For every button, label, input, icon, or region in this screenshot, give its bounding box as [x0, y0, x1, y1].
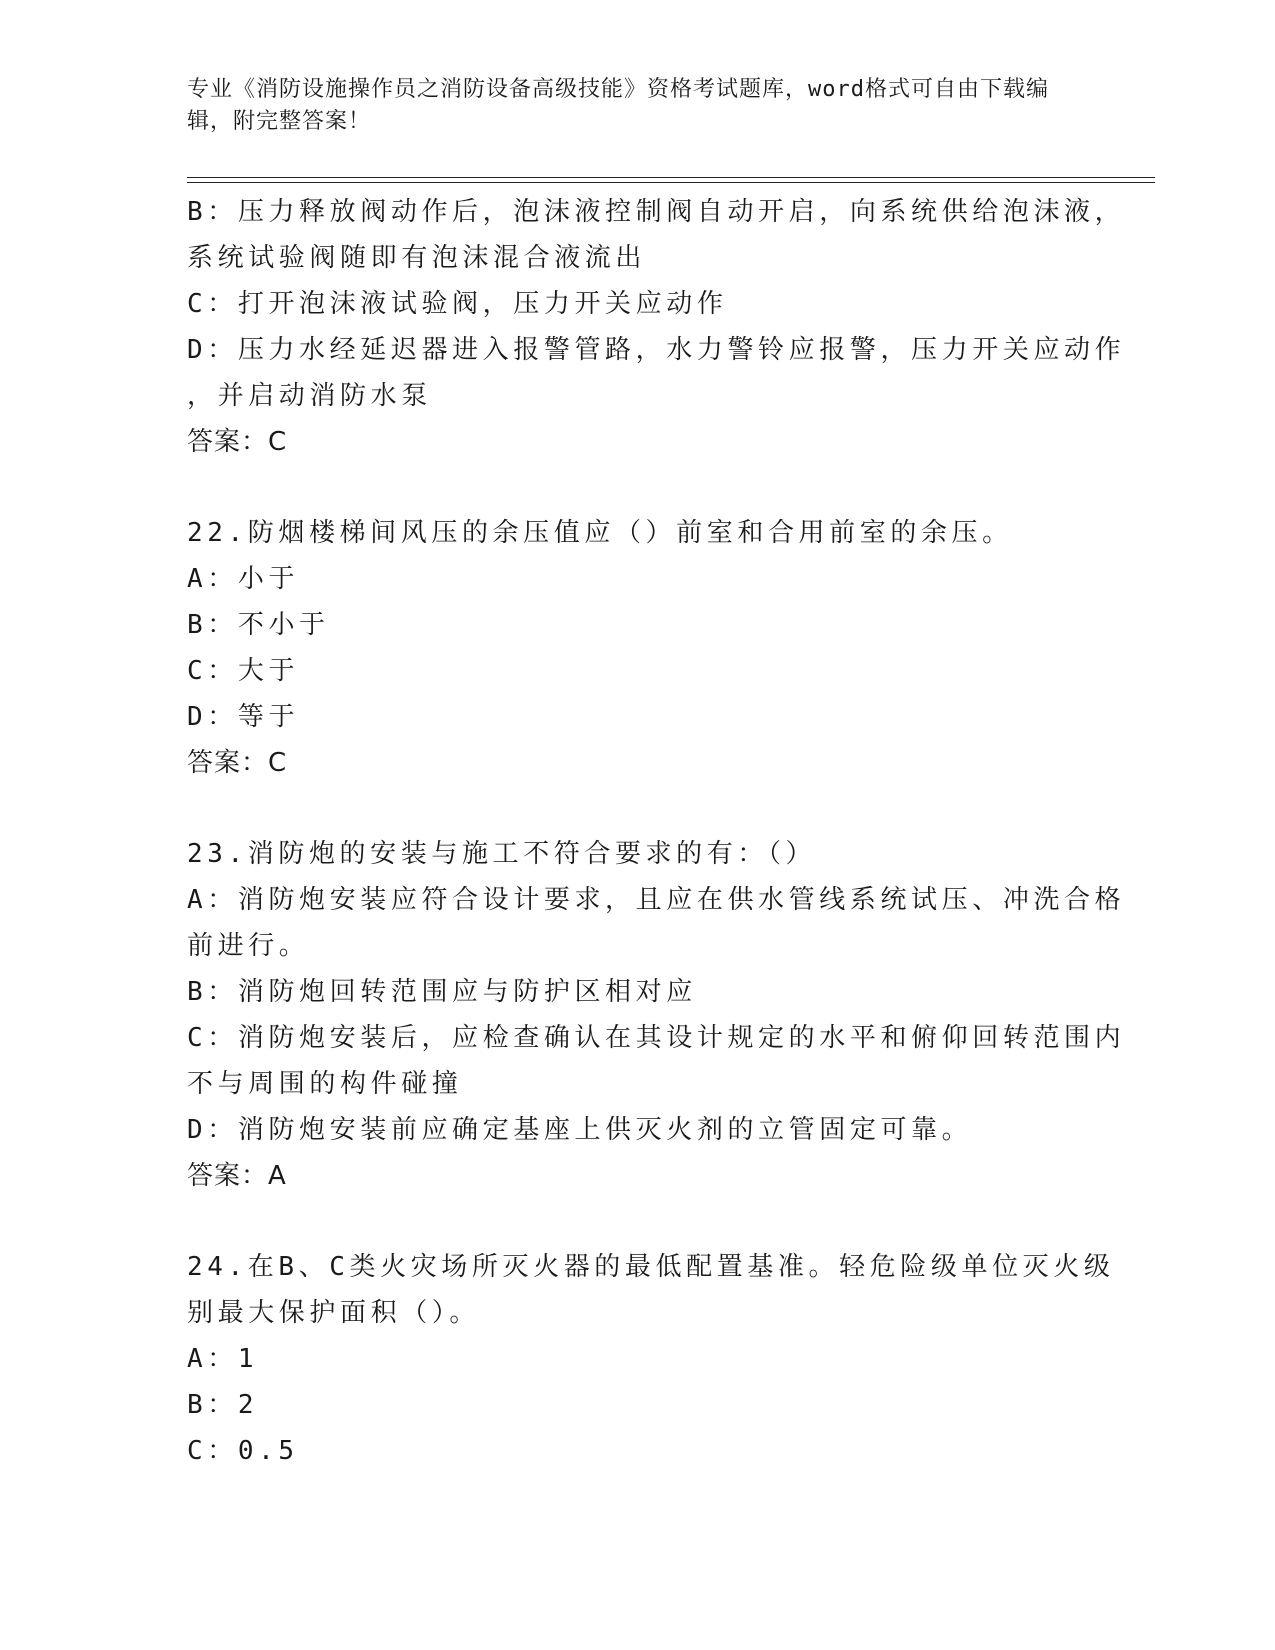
question-line: 23.消防炮的安装与施工不符合要求的有：（） — [187, 839, 817, 869]
option-line: ，并启动消防水泵 — [187, 381, 432, 411]
option-line: C：大于 — [187, 656, 300, 686]
option-line: C：消防炮安装后，应检查确认在其设计规定的水平和俯仰回转范围内 — [187, 1023, 1126, 1053]
option-line: D：压力水经延迟器进入报警管路，水力警铃应报警，压力开关应动作 — [187, 335, 1126, 365]
option-line: A：小于 — [187, 564, 300, 594]
option-line: A：消防炮安装应符合设计要求，且应在供水管线系统试压、冲洗合格 — [187, 885, 1126, 915]
header-rule-bottom — [187, 182, 1155, 183]
option-line: B：消防炮回转范围应与防护区相对应 — [187, 977, 697, 1007]
option-line: B：不小于 — [187, 610, 330, 640]
question-body — [187, 189, 1126, 1474]
option-line: D：消防炮安装前应确定基座上供灭火剂的立管固定可靠。 — [187, 1115, 973, 1145]
answer-line: 答案：A — [187, 1161, 287, 1191]
question-line: 24.在B、C类火灾场所灭火器的最低配置基准。轻危险级单位灭火级 — [187, 1252, 1115, 1282]
option-line: 系统试验阀随即有泡沫混合液流出 — [187, 243, 647, 273]
option-line: B：2 — [187, 1390, 259, 1420]
option-line: C：打开泡沫液试验阀，压力开关应动作 — [187, 289, 728, 319]
page-header: 专业《消防设施操作员之消防设备高级技能》资格考试题库，word格式可自由下载编辑，附完整答案！ — [187, 77, 1049, 134]
option-line: C：0.5 — [187, 1436, 299, 1466]
option-line: A：1 — [187, 1344, 259, 1374]
option-line: B：压力释放阀动作后，泡沫液控制阀自动开启，向系统供给泡沫液， — [187, 197, 1126, 227]
option-line: 前进行。 — [187, 931, 310, 961]
question-line: 22.防烟楼梯间风压的余压值应（）前室和合用前室的余压。 — [187, 518, 1013, 548]
option-line: D：等于 — [187, 702, 300, 732]
header-rule-top — [187, 177, 1155, 178]
answer-line: 答案：C — [187, 748, 288, 778]
option-line: 不与周围的构件碰撞 — [187, 1069, 463, 1099]
answer-line: 答案：C — [187, 427, 288, 457]
question-line: 别最大保护面积（）。 — [187, 1298, 481, 1328]
